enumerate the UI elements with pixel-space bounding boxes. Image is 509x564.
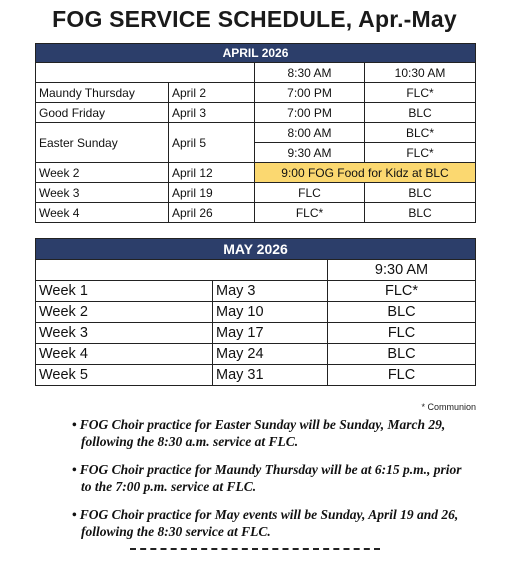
- date-cell: April 2: [169, 83, 255, 103]
- date-cell: April 26: [169, 203, 255, 223]
- service-cell: FLC*: [255, 203, 365, 223]
- may-time-blank-cell: [36, 260, 328, 281]
- date-cell: April 5: [169, 123, 255, 163]
- service-cell: 7:00 PM: [255, 83, 365, 103]
- week-cell: Week 1: [36, 281, 213, 302]
- service-cell: 9:30 AM: [255, 143, 365, 163]
- special-event-cell: 9:00 FOG Food for Kidz at BLC: [255, 163, 476, 183]
- date-cell: May 24: [213, 344, 328, 365]
- service-cell: 7:00 PM: [255, 103, 365, 123]
- location-cell: FLC: [328, 365, 476, 386]
- week-cell: Week 4: [36, 344, 213, 365]
- table-row: [36, 163, 476, 183]
- bullet-icon: •: [72, 417, 77, 432]
- april-time-header-row: [36, 63, 476, 83]
- april-time-1030: 10:30 AM: [365, 63, 476, 83]
- may-header: MAY 2026: [36, 239, 476, 260]
- event-cell: Week 3: [36, 183, 169, 203]
- table-row: [36, 123, 476, 143]
- table-row: [36, 281, 476, 302]
- may-schedule-table: [35, 238, 476, 386]
- table-row: [36, 103, 476, 123]
- note-item: [72, 416, 472, 450]
- table-row: [36, 344, 476, 365]
- date-cell: May 17: [213, 323, 328, 344]
- bullet-icon: •: [72, 462, 77, 477]
- week-cell: Week 3: [36, 323, 213, 344]
- communion-footnote: * Communion: [421, 402, 476, 412]
- may-time-header-row: [36, 260, 476, 281]
- may-time-930: 9:30 AM: [328, 260, 476, 281]
- divider: [130, 548, 380, 550]
- service-cell: BLC: [365, 103, 476, 123]
- note-text: FOG Choir practice for May events will be Sunday, April 19 and 26, following the 8:30 service at FLC.: [79, 507, 459, 539]
- service-cell: FLC*: [365, 83, 476, 103]
- april-time-blank-cell: [36, 63, 255, 83]
- service-cell: FLC*: [365, 143, 476, 163]
- table-row: [36, 83, 476, 103]
- service-cell: FLC: [255, 183, 365, 203]
- april-time-830: 8:30 AM: [255, 63, 365, 83]
- bullet-icon: •: [72, 507, 77, 522]
- week-cell: Week 5: [36, 365, 213, 386]
- event-cell: Good Friday: [36, 103, 169, 123]
- date-cell: April 19: [169, 183, 255, 203]
- service-cell: BLC: [365, 183, 476, 203]
- note-text: FOG Choir practice for Easter Sunday will be Sunday, March 29, following the 8:30 a.m. service at FLC.: [79, 417, 446, 449]
- date-cell: May 3: [213, 281, 328, 302]
- event-cell: Easter Sunday: [36, 123, 169, 163]
- date-cell: April 3: [169, 103, 255, 123]
- table-row: [36, 365, 476, 386]
- note-item: [72, 506, 472, 540]
- location-cell: BLC: [328, 344, 476, 365]
- week-cell: Week 2: [36, 302, 213, 323]
- date-cell: May 31: [213, 365, 328, 386]
- event-cell: Week 2: [36, 163, 169, 183]
- april-header: APRIL 2026: [36, 44, 476, 63]
- note-item: [72, 461, 472, 495]
- location-cell: FLC: [328, 323, 476, 344]
- table-row: [36, 203, 476, 223]
- table-row: [36, 302, 476, 323]
- event-cell: Week 4: [36, 203, 169, 223]
- location-cell: FLC*: [328, 281, 476, 302]
- table-row: [36, 183, 476, 203]
- choir-notes: [72, 416, 472, 551]
- service-cell: BLC: [365, 203, 476, 223]
- service-cell: 8:00 AM: [255, 123, 365, 143]
- service-cell: BLC*: [365, 123, 476, 143]
- event-cell: Maundy Thursday: [36, 83, 169, 103]
- note-text: FOG Choir practice for Maundy Thursday will be at 6:15 p.m., prior to the 7:00 p.m. service at FLC.: [79, 462, 462, 494]
- page-title: FOG SERVICE SCHEDULE, Apr.-May: [52, 6, 457, 32]
- table-row: [36, 323, 476, 344]
- date-cell: May 10: [213, 302, 328, 323]
- location-cell: BLC: [328, 302, 476, 323]
- april-schedule-table: [35, 43, 476, 223]
- date-cell: April 12: [169, 163, 255, 183]
